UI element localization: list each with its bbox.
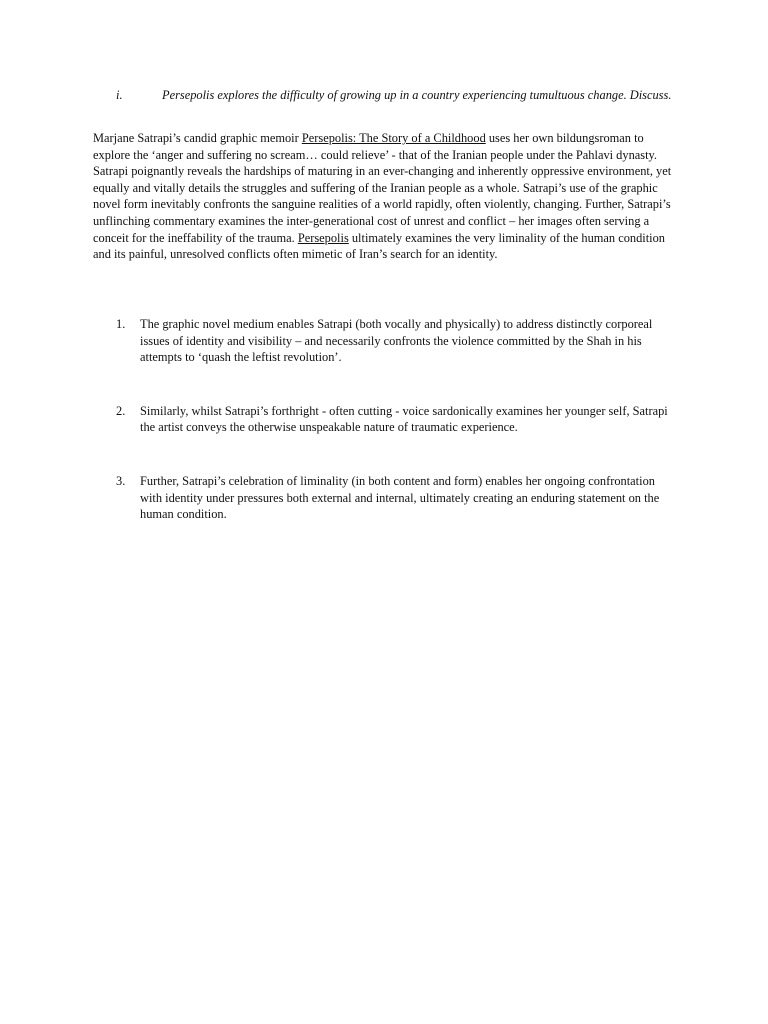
- list-item-number: 2.: [116, 403, 126, 418]
- list-item-text: Similarly, whilst Satrapi’s forthright - often cutting - voice sardonically examines her younger self, Satrapi the artist conveys the otherwise unspeakable nature of traumatic experience.: [140, 403, 668, 435]
- list-item-text: Further, Satrapi’s celebration of liminality (in both content and form) enables her ongoing confrontation with identity under pressures both external and internal, ultimately creating an enduring statement on the human condition.: [140, 473, 660, 522]
- list-item: [116, 316, 676, 366]
- question-text: Persepolis explores the difficulty of growing up in a country experiencing tumultuous change. Discuss.: [162, 88, 672, 102]
- intro-paragraph: [93, 130, 673, 263]
- intro-text-part3: ultimately examines the very liminality of the human condition and its painful, unresolved conflicts often mimetic of Iran’s search for an identity.: [93, 230, 665, 262]
- list-item: [116, 473, 676, 523]
- list-item-number: 1.: [116, 317, 126, 331]
- list-item: [116, 403, 676, 436]
- intro-text-part1: Marjane Satrapi’s candid graphic memoir: [93, 131, 302, 145]
- numbered-points-list: [116, 316, 676, 560]
- list-item-text: The graphic novel medium enables Satrapi (both vocally and physically) to address distinctly corporeal issues of identity and visibility – and necessarily confronts the violence committed by the Shah in his attempts to ‘quash the leftist revolution’.: [140, 317, 653, 365]
- intro-text-part2: uses her own bildungsroman to explore the ‘anger and suffering no scream… could relieve’ - that of the Iranian people under the Pahlavi dynasty. Satrapi poignantly reveals the hardships of maturing in an ever-changing and inherently oppressive environment, yet equally and vitally details the struggles and suffering of the Iranian people as a whole. Satrapi’s use of the graphic novel form inevitably confronts the sanguine realities of a world rapidly, often violently, changing. Further, Satrapi’s unflinching commentary examines the inter-generational cost of unrest and conflict – her images often serving a conceit for the ineffability of the trauma.: [93, 131, 672, 245]
- question-number: i.: [116, 88, 123, 102]
- book-title-full: Persepolis: The Story of a Childhood: [301, 131, 486, 145]
- list-item-number: 3.: [116, 473, 126, 488]
- book-title-short: Persepolis: [297, 230, 349, 245]
- essay-question: [116, 87, 676, 104]
